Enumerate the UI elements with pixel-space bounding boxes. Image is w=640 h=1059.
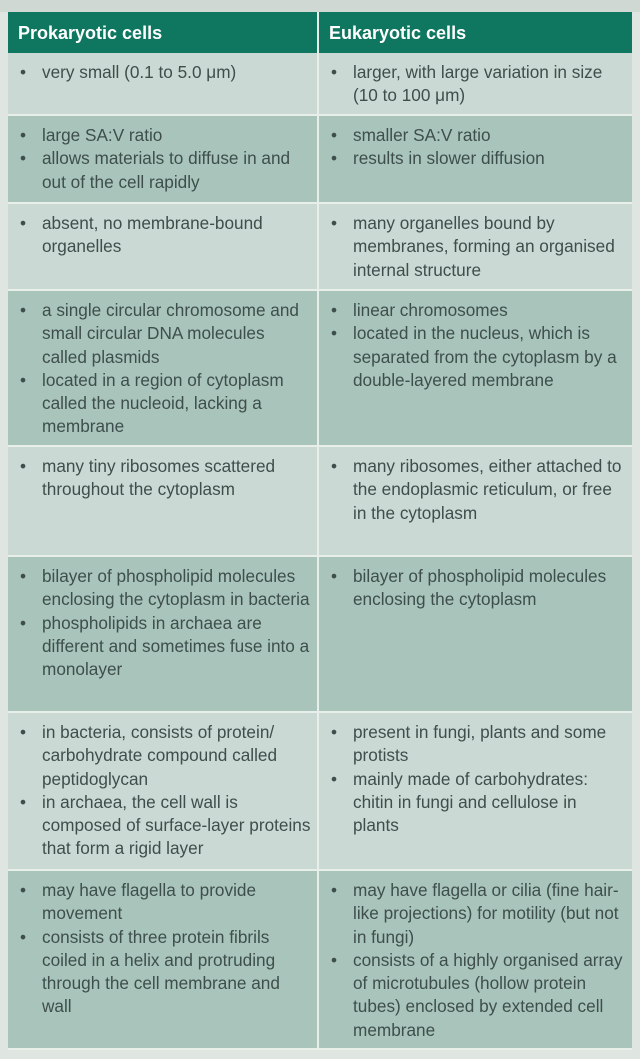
prokaryotic-sav-cell [8, 115, 318, 203]
list-item: • may have flagella or cilia (fine hair-like projections) for motility (but not in fungi) [325, 879, 626, 949]
eukaryotic-ribosomes-cell [318, 446, 632, 556]
eukaryotic-membrane-cell [318, 556, 632, 712]
list-item: • may have flagella to provide movement [14, 879, 311, 926]
row-dna [8, 290, 632, 446]
list-item: • bilayer of phospholipid molecules enclosing the cytoplasm in bacteria [14, 565, 311, 612]
eukaryotic-size-cell [318, 53, 632, 115]
eukaryotic-organelles-cell [318, 203, 632, 290]
row-membrane [8, 556, 632, 712]
list-item: • very small (0.1 to 5.0 μm) [14, 61, 311, 84]
prokaryotic-flagella-cell [8, 870, 318, 1049]
list-item: • located in the nucleus, which is separated from the cytoplasm by a double-layered membrane [325, 322, 626, 392]
list-item: • in archaea, the cell wall is composed of surface-layer proteins that form a rigid layer [14, 791, 311, 861]
prokaryotic-dna-cell [8, 290, 318, 446]
row-organelles [8, 203, 632, 290]
row-sa-v-ratio [8, 115, 632, 203]
list-item: • larger, with large variation in size (10 to 100 μm) [325, 61, 626, 108]
list-item: • mainly made of carbohydrates: chitin in fungi and cellulose in plants [325, 768, 626, 838]
eukaryotic-dna-cell [318, 290, 632, 446]
comparison-table [8, 12, 632, 1050]
list-item: • results in slower diffusion [325, 147, 626, 170]
header-row [8, 12, 632, 53]
list-item: • large SA:V ratio [14, 124, 311, 147]
list-item: • many ribosomes, either attached to the endoplasmic reticulum, or free in the cytoplasm [325, 455, 626, 525]
list-item: • a single circular chromosome and small circular DNA molecules called plasmids [14, 299, 311, 369]
prokaryotic-cell-wall-cell [8, 712, 318, 870]
prokaryotic-membrane-cell [8, 556, 318, 712]
list-item: • many tiny ribosomes scattered throughout the cytoplasm [14, 455, 311, 502]
list-item: • consists of three protein fibrils coiled in a helix and protruding through the cell membrane and wall [14, 926, 311, 1019]
eukaryotic-flagella-cell [318, 870, 632, 1049]
list-item: • many organelles bound by membranes, forming an organised internal structure [325, 212, 626, 282]
prokaryotic-ribosomes-cell [8, 446, 318, 556]
list-item: • in bacteria, consists of protein/ carbohydrate compound called peptidoglycan [14, 721, 311, 791]
list-item: • phospholipids in archaea are different and sometimes fuse into a monolayer [14, 612, 311, 682]
header-eukaryotic: Eukaryotic cells [318, 12, 632, 53]
list-item: • linear chromosomes [325, 299, 626, 322]
prokaryotic-organelles-cell [8, 203, 318, 290]
list-item: • absent, no membrane-bound organelles [14, 212, 311, 259]
row-size [8, 53, 632, 115]
list-item: • bilayer of phospholipid molecules enclosing the cytoplasm [325, 565, 626, 612]
top-strip [0, 0, 640, 12]
list-item: • smaller SA:V ratio [325, 124, 626, 147]
eukaryotic-cell-wall-cell [318, 712, 632, 870]
list-item: • consists of a highly organised array of microtubules (hollow protein tubes) enclosed by extended cell membrane [325, 949, 626, 1042]
header-prokaryotic: Prokaryotic cells [8, 12, 318, 53]
prokaryotic-size-cell [8, 53, 318, 115]
row-ribosomes [8, 446, 632, 556]
list-item: • present in fungi, plants and some protists [325, 721, 626, 768]
row-flagella [8, 870, 632, 1049]
list-item: • located in a region of cytoplasm called the nucleoid, lacking a membrane [14, 369, 311, 439]
row-cell-wall [8, 712, 632, 870]
eukaryotic-sav-cell [318, 115, 632, 203]
list-item: • allows materials to diffuse in and out of the cell rapidly [14, 147, 311, 194]
